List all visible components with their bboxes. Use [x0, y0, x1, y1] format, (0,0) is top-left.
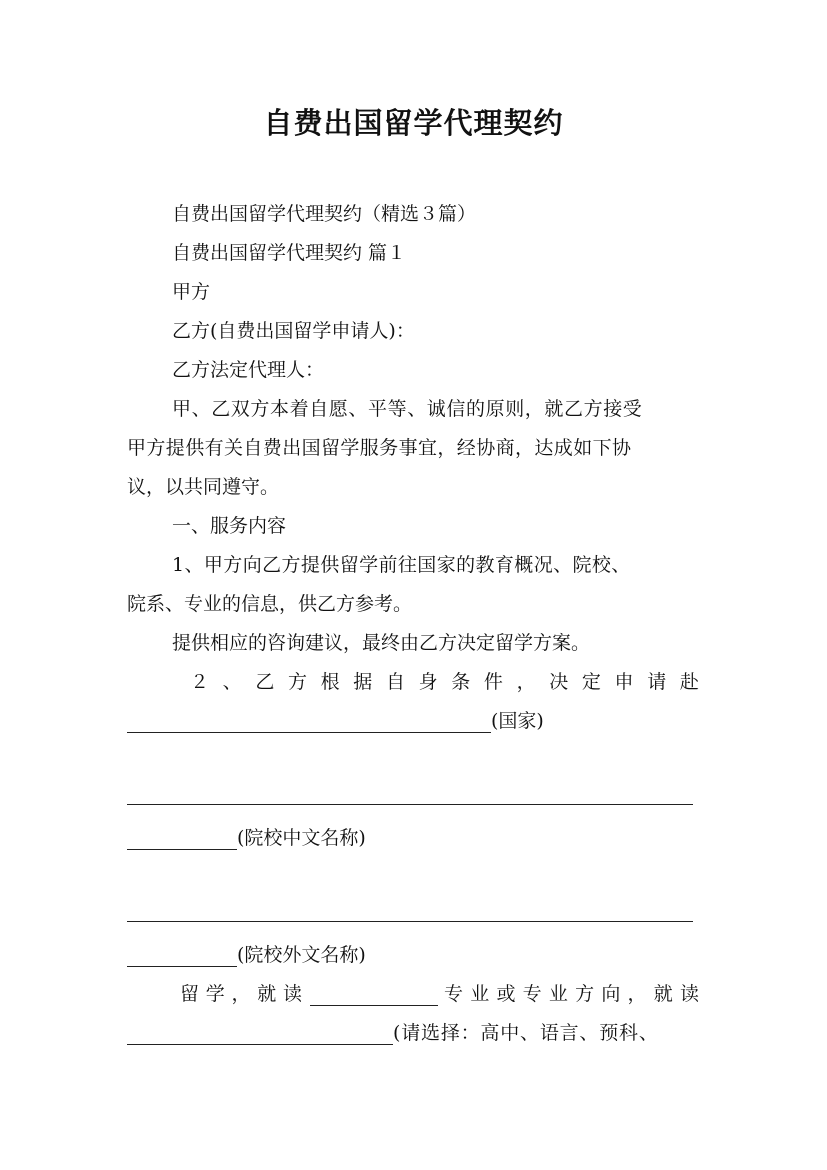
level-row: [127, 1018, 699, 1045]
school-cn-blank-1[interactable]: [127, 784, 693, 805]
item2-char: 申: [614, 671, 634, 693]
item2-char: 方: [287, 671, 307, 693]
item2-char: 件: [483, 671, 503, 693]
item1-line-2: 院系、专业的信息，供乙方参考。: [127, 593, 413, 615]
study-char: 学: [205, 983, 225, 1005]
major-char: ，: [627, 983, 647, 1005]
party-b-label: 乙方(自费出国留学申请人)：: [172, 320, 415, 342]
country-row: [127, 706, 699, 733]
major-char: 读: [679, 983, 699, 1005]
school-cn-label: (院校中文名称): [237, 827, 366, 849]
item1-line-3: 提供相应的咨询建议，最终由乙方决定留学方案。: [172, 632, 591, 654]
study-major-row: [180, 979, 699, 1006]
country-blank[interactable]: [127, 712, 491, 733]
item2-char: ２: [190, 671, 210, 693]
country-label: (国家): [491, 710, 544, 732]
intro-paragraph-line-1: 甲、乙双方本着自愿、平等、诚信的原则，就乙方接受: [172, 398, 643, 420]
school-en-label: (院校外文名称): [237, 944, 366, 966]
intro-paragraph-line-3: 议，以共同遵守。: [127, 476, 280, 498]
item2-char: 赴: [679, 671, 699, 693]
item2-char: 乙: [255, 671, 275, 693]
item2-justified-text: [190, 667, 699, 694]
major-char: 专: [444, 983, 464, 1005]
item2-char: 身: [418, 671, 438, 693]
school-en-row: [127, 940, 699, 967]
study-char: 读: [282, 983, 302, 1005]
item1-line-1: 1、甲方向乙方提供留学前往国家的教育概况、院校、: [172, 554, 631, 576]
item2-char: 、: [222, 671, 242, 693]
item2-char: 决: [549, 671, 569, 693]
major-char: 方: [575, 983, 595, 1005]
intro-paragraph-line-2: 甲方提供有关自费出国留学服务事宜，经协商，达成如下协: [127, 437, 632, 459]
study-char: ，: [231, 983, 251, 1005]
major-char: 向: [601, 983, 621, 1005]
major-char: 业: [470, 983, 490, 1005]
major-char: 专: [522, 983, 542, 1005]
item2-line-1: [190, 667, 699, 694]
study-char: 就: [257, 983, 277, 1005]
item2-char: ，: [516, 671, 536, 693]
item2-char: 据: [353, 671, 373, 693]
level-label: (请选择：高中、语言、预科、: [393, 1022, 659, 1044]
study-text: [180, 979, 302, 1006]
study-char: 留: [180, 983, 200, 1005]
party-a-label: 甲方: [172, 281, 211, 303]
school-en-blank-row: [127, 901, 699, 922]
school-en-blank-2[interactable]: [127, 946, 237, 967]
level-blank[interactable]: [127, 1024, 393, 1045]
item2-char: 请: [647, 671, 667, 693]
major-blank[interactable]: [310, 985, 438, 1006]
major-char: 或: [496, 983, 516, 1005]
major-text: [444, 979, 699, 1006]
party-b-agent-label: 乙方法定代理人：: [172, 359, 325, 381]
major-char: 业: [548, 983, 568, 1005]
section-heading: 自费出国留学代理契约 篇１: [172, 242, 407, 264]
item2-char: 自: [385, 671, 405, 693]
document-subtitle: 自费出国留学代理契约（精选３篇）: [172, 203, 477, 225]
school-cn-blank-2[interactable]: [127, 829, 237, 850]
school-cn-row: [127, 823, 699, 850]
school-en-blank-1[interactable]: [127, 901, 693, 922]
item2-char: 根: [320, 671, 340, 693]
item2-char: 条: [451, 671, 471, 693]
major-char: 就: [653, 983, 673, 1005]
school-cn-blank-row: [127, 784, 699, 805]
page-title: 自费出国留学代理契约: [263, 106, 564, 140]
service-heading: 一、服务内容: [172, 515, 287, 537]
item2-char: 定: [581, 671, 601, 693]
